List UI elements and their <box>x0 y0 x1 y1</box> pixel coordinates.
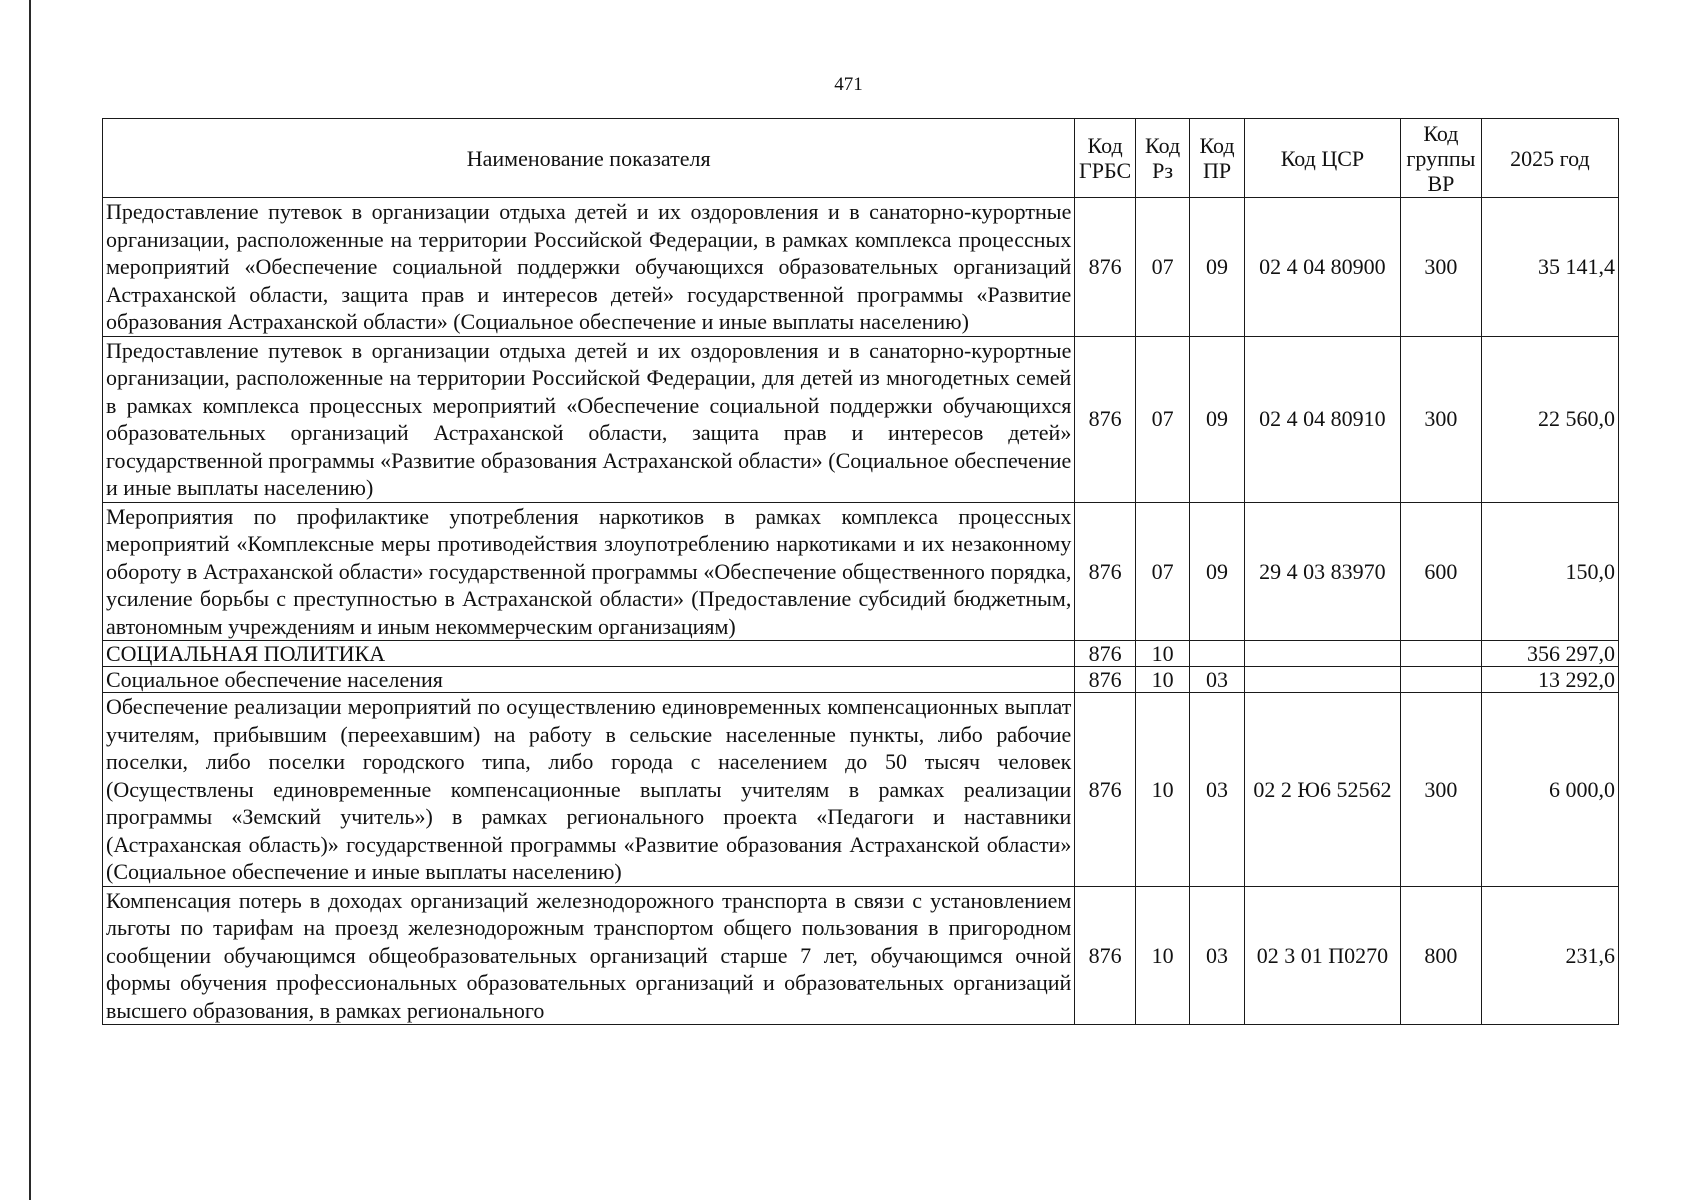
header-name: Наименование показателя <box>103 119 1075 198</box>
row-amount: 6 000,0 <box>1481 693 1618 887</box>
row-grbs: 876 <box>1075 641 1136 667</box>
row-rz: 10 <box>1135 641 1189 667</box>
row-vr <box>1401 667 1482 693</box>
table-row <box>103 502 1619 641</box>
row-grbs: 876 <box>1075 667 1136 693</box>
header-pr: Код ПР <box>1190 119 1244 198</box>
header-rz: Код Рз <box>1135 119 1189 198</box>
row-rz: 10 <box>1135 886 1189 1025</box>
row-pr <box>1190 641 1244 667</box>
row-name: Предоставление путевок в организации отдыха детей и их оздоровления и в санаторно-курортные организации, расположенные на территории Российской Федерации, для детей из многодетных семей в рамках комплекса процессных мероприятий «Обеспечение социальной поддержки обучающихся образовательных организаций Астраханской области, защита прав и интересов детей» государственной программы «Развитие образования Астраханской области» (Социальное обеспечение и иные выплаты населению) <box>103 336 1075 502</box>
table-row <box>103 886 1619 1025</box>
row-rz: 10 <box>1135 667 1189 693</box>
row-grbs: 876 <box>1075 693 1136 887</box>
row-pr: 09 <box>1190 336 1244 502</box>
row-vr: 300 <box>1401 198 1482 337</box>
row-csr: 02 3 01 П0270 <box>1244 886 1400 1025</box>
row-vr <box>1401 641 1482 667</box>
row-name: Мероприятия по профилактике употребления наркотиков в рамках комплекса процессных мероприятий «Комплексные меры противодействия злоупотреблению наркотиками и их незаконному обороту в Астраханской области» государственной программы «Обеспечение общественного порядка, усиление борьбы с преступностью в Астраханской области» (Предоставление субсидий бюджетным, автономным учреждениям и иным некоммерческим организациям) <box>103 502 1075 641</box>
row-amount: 356 297,0 <box>1481 641 1618 667</box>
row-amount: 231,6 <box>1481 886 1618 1025</box>
row-pr: 03 <box>1190 886 1244 1025</box>
header-year: 2025 год <box>1481 119 1618 198</box>
row-grbs: 876 <box>1075 336 1136 502</box>
table-row <box>103 641 1619 667</box>
row-rz: 10 <box>1135 693 1189 887</box>
table-row <box>103 667 1619 693</box>
row-amount: 150,0 <box>1481 502 1618 641</box>
row-rz: 07 <box>1135 198 1189 337</box>
table-row <box>103 198 1619 337</box>
row-name: Обеспечение реализации мероприятий по осуществлению единовременных компенсационных выплат учителям, прибывшим (переехавшим) на работу в сельские населенные пункты, либо рабочие поселки, либо поселки городского типа, либо города с населением до 50 тысяч человек (Осуществлены единовременные компенсационные выплаты учителям в рамках реализации программы «Земский учитель») в рамках регионального проекта «Педагоги и наставники (Астраханская область)» государственной программы «Развитие образования Астраханской области» (Социальное обеспечение и иные выплаты населению) <box>103 693 1075 887</box>
row-pr: 09 <box>1190 502 1244 641</box>
row-amount: 13 292,0 <box>1481 667 1618 693</box>
row-name: СОЦИАЛЬНАЯ ПОЛИТИКА <box>103 641 1075 667</box>
row-grbs: 876 <box>1075 502 1136 641</box>
table-row <box>103 336 1619 502</box>
row-name: Социальное обеспечение населения <box>103 667 1075 693</box>
row-vr: 600 <box>1401 502 1482 641</box>
row-pr: 03 <box>1190 693 1244 887</box>
row-csr <box>1244 667 1400 693</box>
table-row <box>103 693 1619 887</box>
row-grbs: 876 <box>1075 886 1136 1025</box>
row-csr: 02 4 04 80900 <box>1244 198 1400 337</box>
row-name: Предоставление путевок в организации отдыха детей и их оздоровления и в санаторно-курортные организации, расположенные на территории Российской Федерации, в рамках комплекса процессных мероприятий «Обеспечение социальной поддержки обучающихся образовательных организаций Астраханской области, защита прав и интересов детей» государственной программы «Развитие образования Астраханской области» (Социальное обеспечение и иные выплаты населению) <box>103 198 1075 337</box>
row-amount: 35 141,4 <box>1481 198 1618 337</box>
table-header-row <box>103 119 1619 198</box>
row-rz: 07 <box>1135 502 1189 641</box>
budget-table <box>102 118 1619 1025</box>
header-csr: Код ЦСР <box>1244 119 1400 198</box>
page-number: 471 <box>834 74 863 95</box>
row-vr: 300 <box>1401 336 1482 502</box>
row-csr: 29 4 03 83970 <box>1244 502 1400 641</box>
header-grbs: Код ГРБС <box>1075 119 1136 198</box>
row-csr: 02 2 Ю6 52562 <box>1244 693 1400 887</box>
row-vr: 300 <box>1401 693 1482 887</box>
row-csr: 02 4 04 80910 <box>1244 336 1400 502</box>
row-pr: 09 <box>1190 198 1244 337</box>
header-vr: Код группы ВР <box>1401 119 1482 198</box>
left-margin-rule <box>29 0 31 1200</box>
row-csr <box>1244 641 1400 667</box>
row-pr: 03 <box>1190 667 1244 693</box>
row-amount: 22 560,0 <box>1481 336 1618 502</box>
row-name: Компенсация потерь в доходах организаций железнодорожного транспорта в связи с установлением льготы по тарифам на проезд железнодорожным транспортом общего пользования в пригородном сообщении обучающимся общеобразовательных организаций старше 7 лет, обучающимся очной формы обучения профессиональных образовательных организаций и образовательных организаций высшего образования, в рамках регионального <box>103 886 1075 1025</box>
row-grbs: 876 <box>1075 198 1136 337</box>
row-vr: 800 <box>1401 886 1482 1025</box>
row-rz: 07 <box>1135 336 1189 502</box>
